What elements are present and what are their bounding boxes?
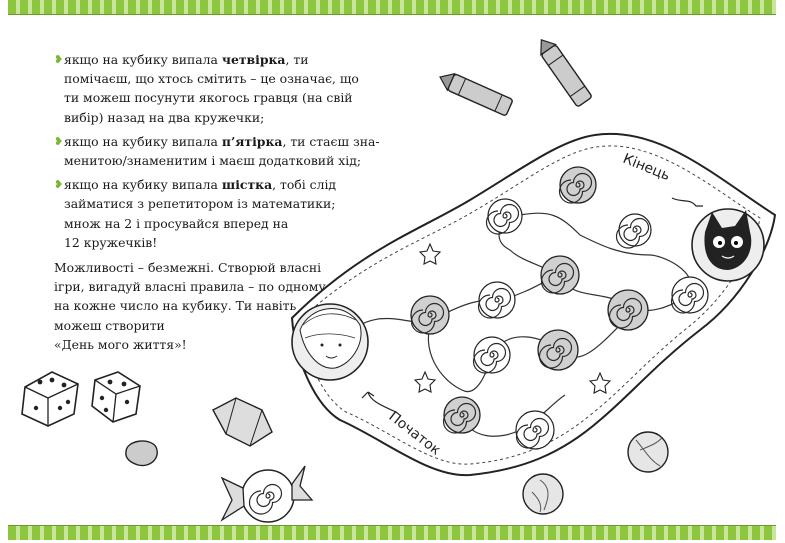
- text-line: «День мого життя»!: [54, 336, 187, 352]
- bullet-mark-icon: ❥: [54, 178, 64, 192]
- text-line: якщо на кубику випала четвірка, ти: [64, 52, 309, 67]
- candy-small: [126, 441, 157, 466]
- crayon-left: [436, 69, 513, 116]
- board-space-swirl: [474, 337, 511, 373]
- text-line: на кожне число на кубику. Ти навіть: [54, 298, 297, 314]
- board-space-shaded: [444, 397, 481, 433]
- board-start-label: Початок: [385, 408, 444, 459]
- crayon-right: [534, 35, 592, 108]
- text-line: ігри, вигадуй власні правила – по одному: [54, 279, 326, 295]
- board-space-swirl: [672, 277, 709, 313]
- board-space-shaded: [608, 290, 648, 330]
- marble-bottom: [523, 474, 563, 514]
- board-space-swirl: [479, 282, 516, 318]
- board-space-shaded: [541, 256, 579, 294]
- text-line: 12 кружечків!: [64, 234, 158, 250]
- text-line: можеш створити: [54, 317, 165, 333]
- text-line: якщо на кубику випала п’ятірка, ти стаєш зна-: [64, 133, 380, 149]
- board-space-shaded: [560, 167, 597, 203]
- bullet-mark-icon: ❥: [54, 53, 64, 66]
- candy-wrapped-square: [213, 398, 272, 446]
- text-line: займатися з репетитором із математики;: [64, 196, 336, 212]
- board-space-shaded: [411, 296, 449, 334]
- start-portrait: [292, 304, 368, 380]
- board-space-swirl: [516, 411, 554, 449]
- text-line: вибір) назад на два кружечки;: [64, 109, 265, 125]
- candy-swirl-wrapped: [222, 466, 312, 522]
- dice-left: [22, 372, 78, 426]
- text-line: якщо на кубику випала шістка, тобі слід: [64, 177, 337, 193]
- dice-right: [92, 372, 140, 422]
- board-end-label: Кінець: [620, 150, 673, 185]
- text-line: множ на 2 і просувайся вперед на: [64, 215, 289, 231]
- text-line: менитою/знаменитим і маєш додатковий хід;: [64, 153, 362, 169]
- marble-right: [628, 432, 668, 472]
- text-line: ти можеш посунути якогось гравця (на свій: [64, 90, 353, 106]
- end-portrait: [692, 209, 764, 281]
- text-line: Можливості – безмежні. Створюй власні: [54, 260, 322, 276]
- text-line: помічаєш, що хтось смітить – це означає, що: [64, 71, 359, 87]
- board-space-shaded: [538, 330, 578, 370]
- bullet-mark-icon: ❥: [54, 134, 64, 148]
